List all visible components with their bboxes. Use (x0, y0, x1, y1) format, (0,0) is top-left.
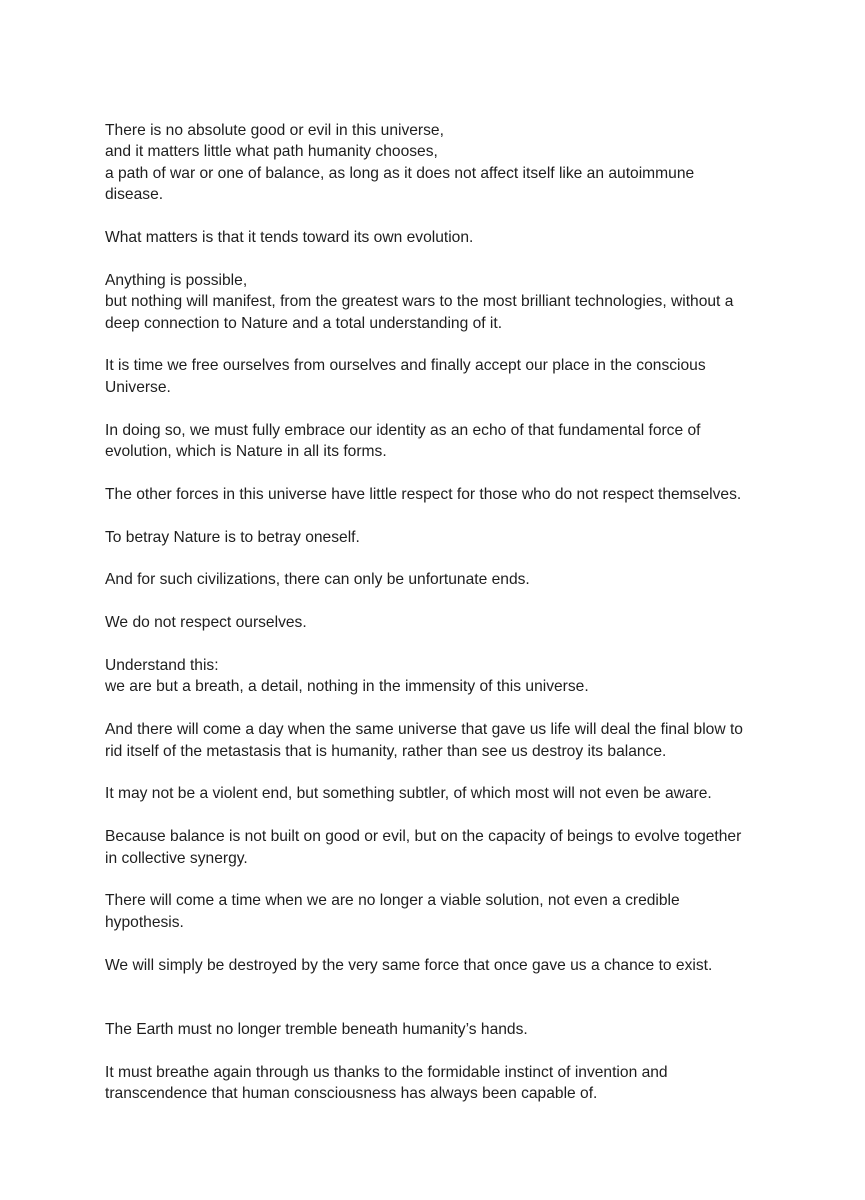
text-line: but nothing will manifest, from the greatest wars to the most brilliant technologies, without a (105, 293, 734, 311)
paragraph-13 (105, 826, 805, 869)
paragraph-7 (105, 527, 805, 548)
text-line: a path of war or one of balance, as long as it does not affect itself like an autoimmune (105, 164, 695, 182)
text-line: We do not respect ourselves. (105, 614, 307, 632)
text-line: Anything is possible, (105, 271, 248, 289)
paragraph-15 (105, 955, 805, 976)
text-line: There will come a time when we are no longer a viable solution, not even a credible (105, 892, 680, 910)
text-line: In doing so, we must fully embrace our identity as an echo of that fundamental force of (105, 421, 701, 439)
text-line: we are but a breath, a detail, nothing in the immensity of this universe. (105, 678, 589, 696)
paragraph-5 (105, 420, 805, 463)
paragraph-4 (105, 355, 805, 398)
paragraph-9 (105, 612, 805, 633)
paragraph-8 (105, 569, 805, 590)
text-line: deep connection to Nature and a total understanding of it. (105, 314, 503, 332)
paragraph-3 (105, 270, 805, 334)
text-line: rid itself of the metastasis that is humanity, rather than see us destroy its balance. (105, 742, 667, 760)
section-spacer (105, 997, 805, 1018)
text-line: Understand this: (105, 657, 219, 675)
paragraph-14 (105, 890, 805, 933)
text-line: And there will come a day when the same universe that gave us life will deal the final blow to (105, 721, 743, 739)
text-line: in collective synergy. (105, 849, 248, 867)
text-line: The other forces in this universe have little respect for those who do not respect themselves. (105, 485, 742, 503)
text-line: and it matters little what path humanity chooses, (105, 143, 438, 161)
text-line: There is no absolute good or evil in this universe, (105, 122, 444, 139)
text-line: hypothesis. (105, 913, 184, 931)
paragraph-11 (105, 719, 805, 762)
text-line: It is time we free ourselves from ourselves and finally accept our place in the conscious (105, 357, 706, 375)
paragraph-12 (105, 783, 805, 804)
paragraph-16 (105, 1019, 805, 1040)
text-line: To betray Nature is to betray oneself. (105, 528, 360, 546)
paragraph-2 (105, 227, 805, 248)
text-line: It may not be a violent end, but something subtler, of which most will not even be aware. (105, 785, 712, 803)
text-line: It must breathe again through us thanks to the formidable instinct of invention and (105, 1063, 668, 1081)
text-line: The Earth must no longer tremble beneath humanity’s hands. (105, 1020, 528, 1038)
text-line: disease. (105, 186, 164, 204)
text-line: transcendence that human consciousness has always been capable of. (105, 1085, 598, 1103)
text-line: Universe. (105, 378, 171, 396)
paragraph-10 (105, 655, 805, 698)
text-line: Because balance is not built on good or evil, but on the capacity of beings to evolve together (105, 828, 742, 846)
text-line: We will simply be destroyed by the very same force that once gave us a chance to exist. (105, 956, 713, 974)
paragraph-6 (105, 484, 805, 505)
text-line: evolution, which is Nature in all its forms. (105, 443, 387, 461)
text-line: And for such civilizations, there can only be unfortunate ends. (105, 571, 530, 589)
document-page (105, 120, 805, 1126)
paragraph-17 (105, 1062, 805, 1105)
text-line: What matters is that it tends toward its own evolution. (105, 229, 474, 247)
paragraph-1 (105, 120, 805, 206)
